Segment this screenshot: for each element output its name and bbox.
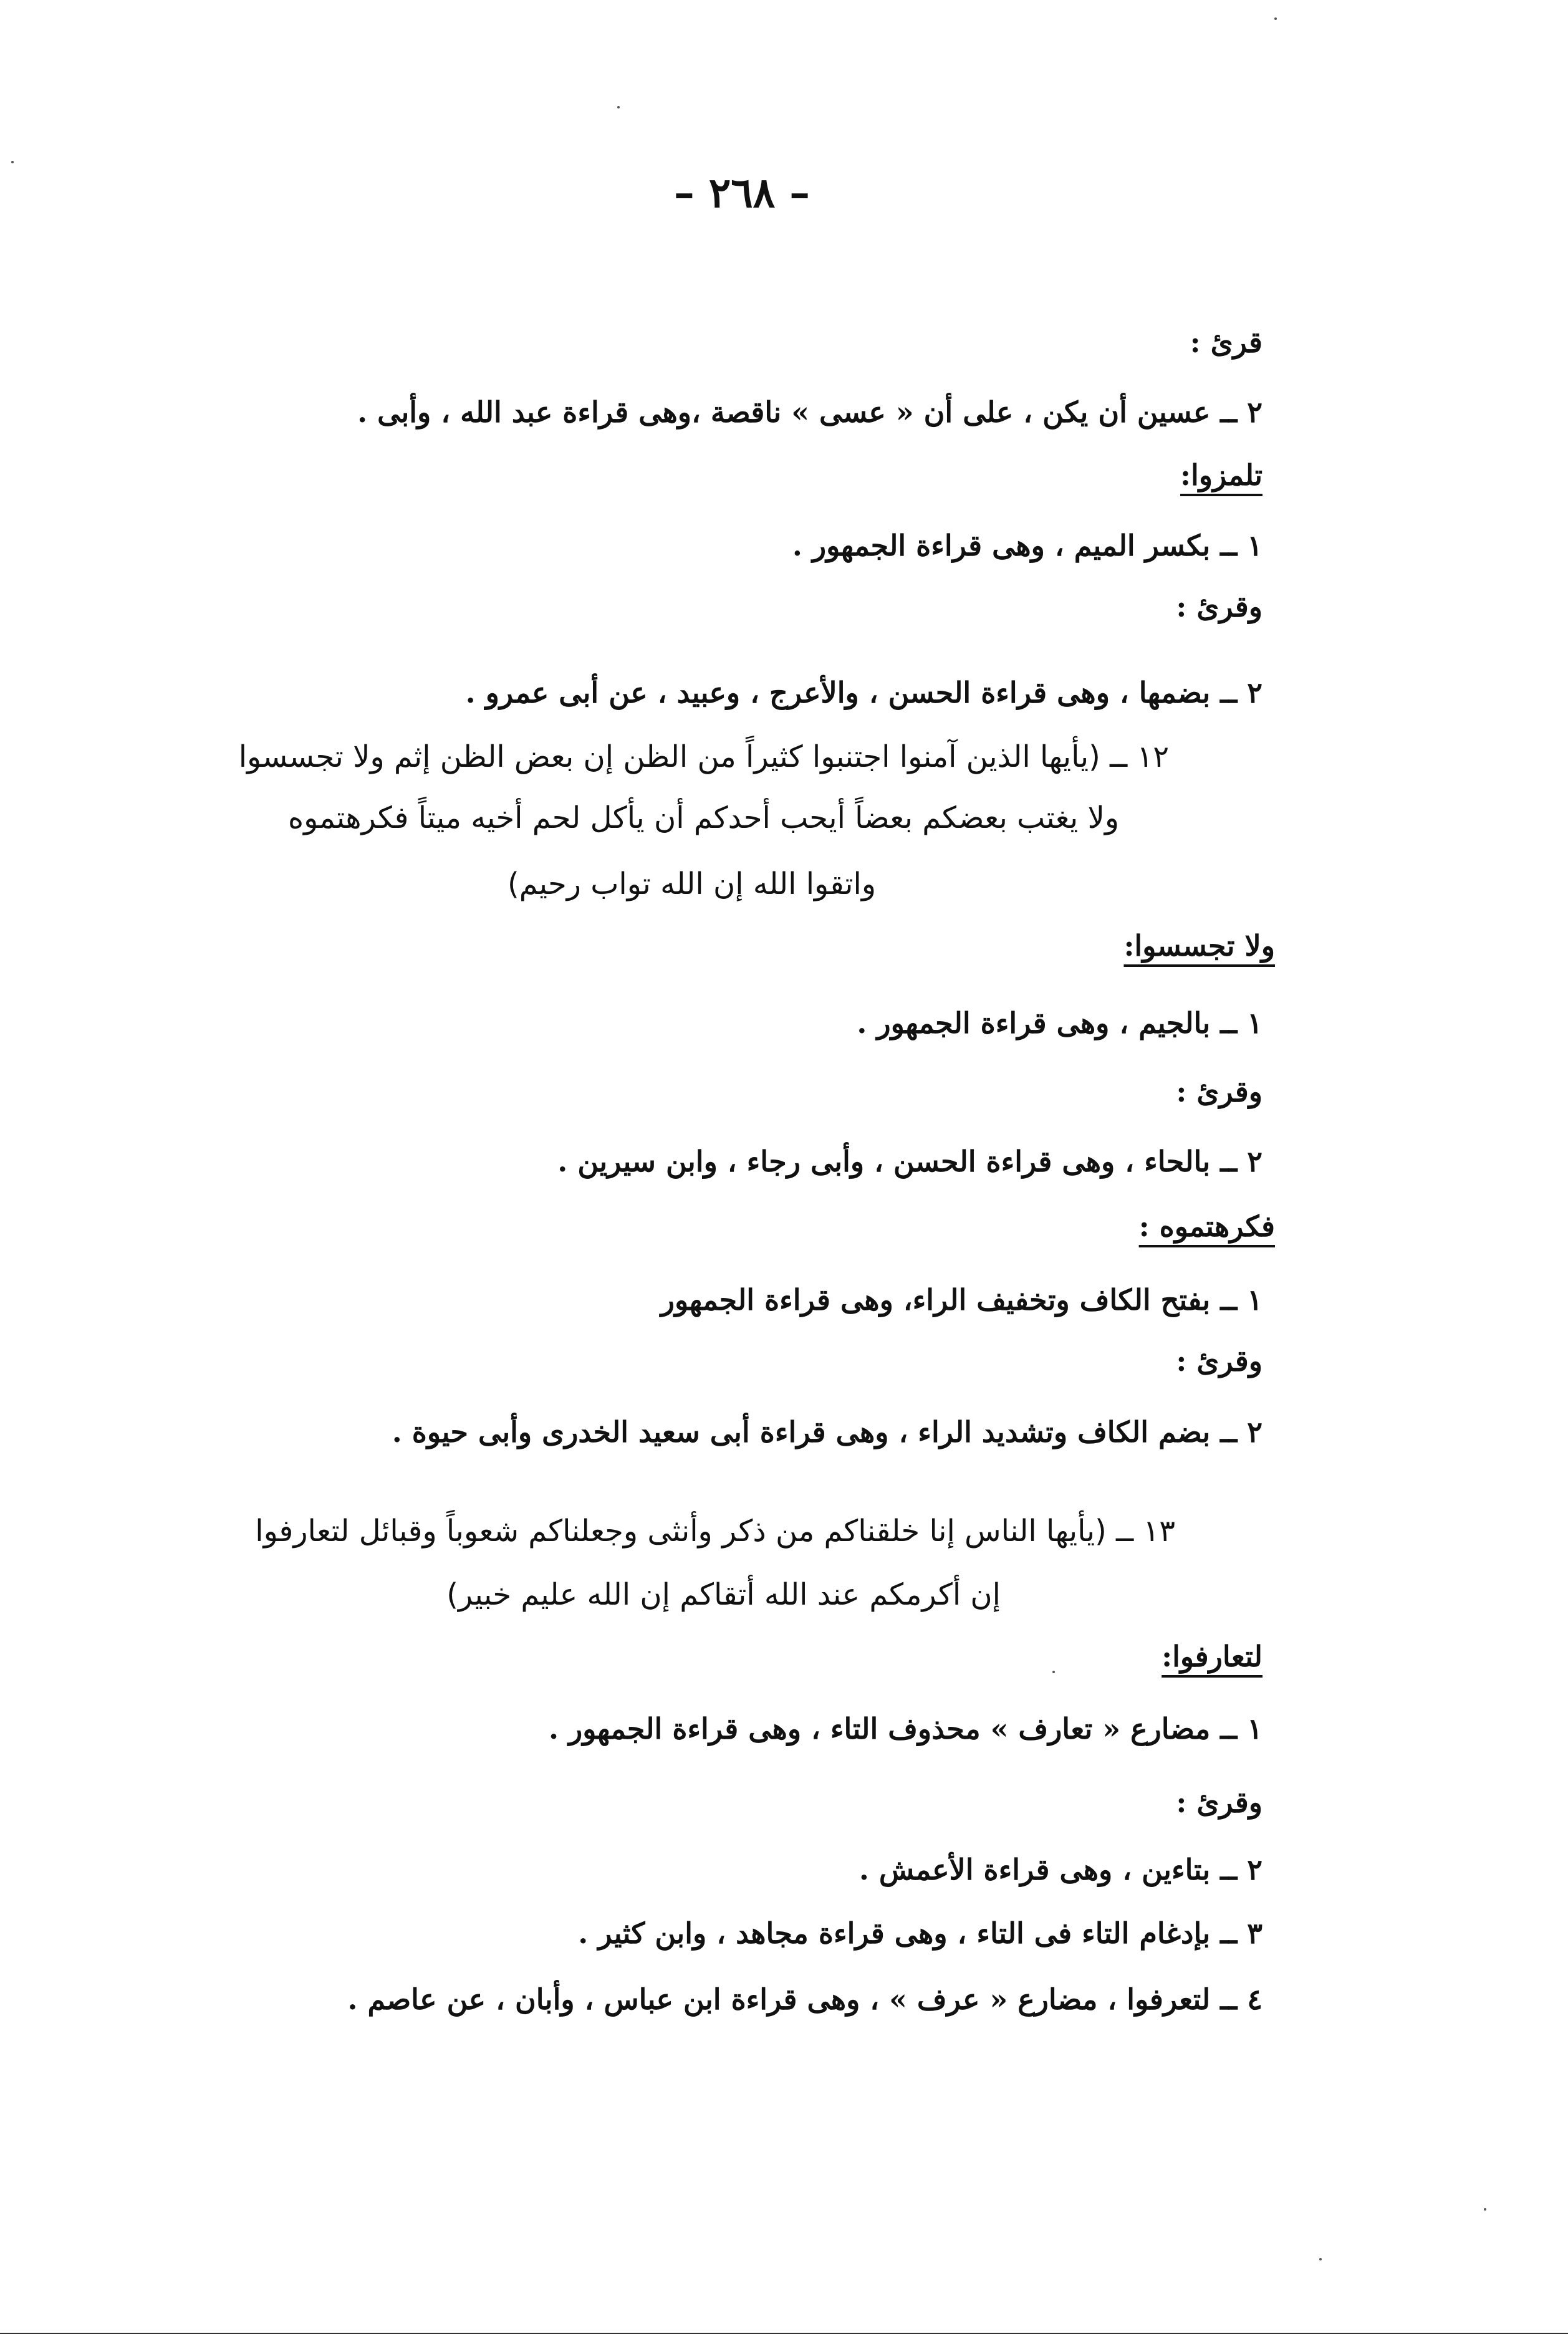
verse-12-line-2: ولا يغتب بعضكم بعضاً أيحب أحدكم أن يأكل لحم أخيه ميتاً فكرهتموه: [288, 800, 1119, 835]
qurie-label: قرئ :: [1190, 325, 1263, 359]
verse-12-line-3: واتقوا الله إن الله تواب رحيم): [507, 867, 876, 901]
verse-12-line-1: ١٢ ــ (يأيها الذين آمنوا اجتنبوا كثيراً من الظن إن بعض الظن إثم ولا تجسسوا: [238, 739, 1169, 774]
reading-line: ١ ــ بفتح الكاف وتخفيف الراء، وهى قراءة الجمهور: [660, 1283, 1263, 1317]
scan-speck: [1052, 1671, 1055, 1673]
reading-line: ٢ ــ بالحاء ، وهى قراءة الحسن ، وأبى رجاء ، وابن سيرين .: [557, 1145, 1263, 1178]
reading-line: ١ ــ مضارع « تعارف » محذوف التاء ، وهى قراءة الجمهور .: [549, 1712, 1263, 1746]
scan-speck: [1484, 2208, 1486, 2211]
scan-speck: [1274, 17, 1277, 20]
section-heading-tajassasu: ولا تجسسوا:: [1123, 929, 1275, 963]
reading-line: ٢ ــ بضم الكاف وتشديد الراء ، وهى قراءة أبى سعيد الخدرى وأبى حيوة .: [392, 1415, 1263, 1449]
section-heading-fakarihtumuhu: فكرهتموه :: [1138, 1209, 1275, 1243]
reading-line: ٢ ــ عسين أن يكن ، على أن « عسى » ناقصة ،وهى قراءة عبد الله ، وأبى .: [357, 395, 1263, 429]
page-number: – ٢٦٨ –: [673, 168, 810, 217]
scan-speck: [11, 161, 14, 163]
qurie-label: وقرئ :: [1176, 1075, 1263, 1108]
reading-line: ٤ ــ لتعرفوا ، مضارع « عرف » ، وهى قراءة ابن عباس ، وأبان ، عن عاصم .: [347, 1982, 1263, 2016]
reading-line: ٢ ــ بضمها ، وهى قراءة الحسن ، والأعرج ، وعبيد ، عن أبى عمرو .: [465, 676, 1263, 709]
reading-line: ٢ ــ بتاءين ، وهى قراءة الأعمش .: [859, 1853, 1263, 1886]
qurie-label: وقرئ :: [1176, 590, 1263, 623]
reading-line: ١ ــ بالجيم ، وهى قراءة الجمهور .: [857, 1006, 1263, 1040]
verse-13-line-1: ١٣ ــ (يأيها الناس إنا خلقناكم من ذكر وأنثى وجعلناكم شعوباً وقبائل لتعارفوا: [255, 1514, 1175, 1549]
qurie-label: وقرئ :: [1176, 1785, 1263, 1819]
verse-13-line-2: إن أكرمكم عند الله أتقاكم إن الله عليم خبير): [446, 1577, 1001, 1612]
bottom-rule: [0, 2333, 1568, 2334]
scan-speck: [617, 106, 620, 108]
section-heading-talmizu: تلمزوا:: [1180, 458, 1263, 492]
section-heading-litaarafu: لتعارفوا:: [1162, 1640, 1263, 1673]
reading-line: ٣ ــ بإدغام التاء فى التاء ، وهى قراءة مجاهد ، وابن كثير .: [578, 1916, 1263, 1950]
reading-line: ١ ــ بكسر الميم ، وهى قراءة الجمهور .: [792, 529, 1263, 562]
scan-speck: [1319, 2258, 1322, 2260]
qurie-label: وقرئ :: [1176, 1344, 1263, 1378]
